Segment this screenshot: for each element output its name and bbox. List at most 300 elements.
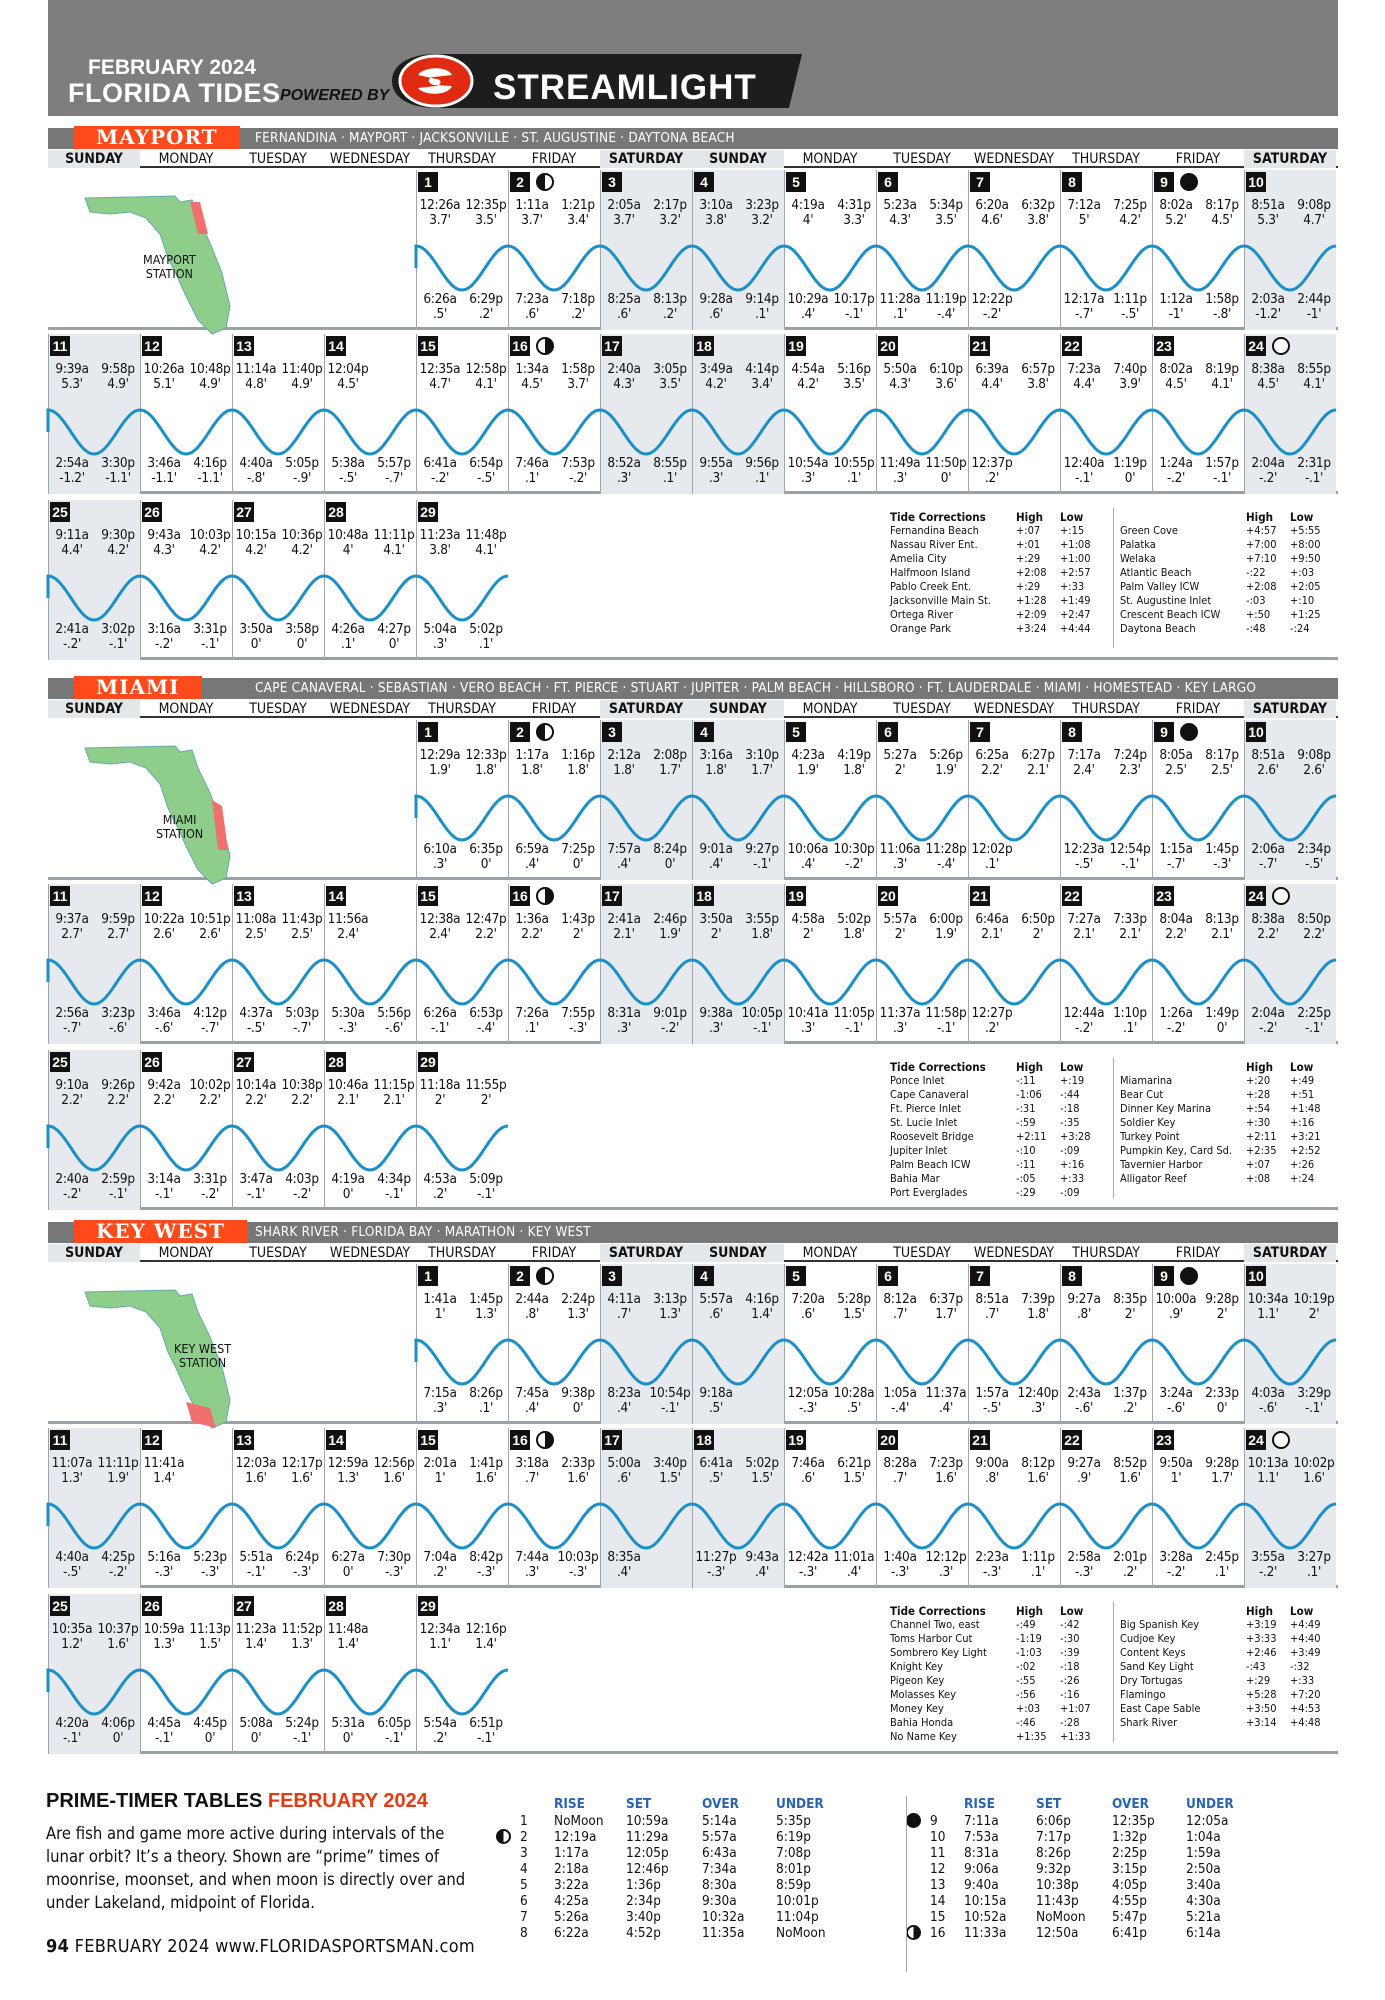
low-tide-height: .4'	[754, 1564, 770, 1580]
corrections-row	[890, 1130, 1104, 1144]
low-tide-time: 3:50a	[239, 621, 273, 637]
day-number: 20	[878, 1430, 898, 1450]
high-tide	[1107, 362, 1153, 392]
prime-cell: 10:59a	[626, 1813, 669, 1829]
corrections-cell: Alligator Reef	[1120, 1172, 1187, 1185]
high-tide-time: 7:39p	[1021, 1291, 1055, 1307]
corrections-cell: -:39	[1060, 1646, 1080, 1659]
high-tide	[1153, 1292, 1199, 1322]
low-tide-time: 1:11p	[1113, 291, 1147, 307]
corrections-row	[1120, 1632, 1334, 1646]
weekday-label: WEDNESDAY	[329, 151, 411, 167]
high-tide	[187, 1622, 233, 1652]
corrections-cell	[1120, 1604, 1246, 1618]
low-tide-time: 2:40a	[55, 1171, 89, 1187]
high-tide-time: 11:23a	[419, 527, 461, 543]
high-tide-time: 10:37p	[97, 1621, 139, 1637]
prime-cell: 7:17p	[1036, 1829, 1071, 1845]
high-tide-height: 3.7'	[613, 212, 635, 228]
high-tide	[279, 1456, 325, 1486]
corrections-cell: Roosevelt Bridge	[890, 1130, 974, 1143]
day-number: 12	[142, 886, 162, 906]
high-tide-time: 9:28p	[1205, 1291, 1239, 1307]
low-tide-time: 6:26a	[423, 291, 457, 307]
high-tide-time: 3:10p	[745, 747, 779, 763]
low-tide-height: -1.1'	[197, 470, 223, 486]
low-tide-time: 4:40a	[55, 1549, 89, 1565]
prime-cell: 16	[930, 1925, 946, 1941]
high-tide-time: 10:48p	[189, 361, 231, 377]
high-tide-time: 7:12a	[1067, 197, 1101, 213]
day-number: 1	[418, 1266, 438, 1286]
corrections-cell: Port Everglades	[890, 1186, 968, 1199]
prime-cell: 2:25p	[1112, 1845, 1147, 1861]
low-tide-time: 4:12p	[193, 1005, 227, 1021]
day-number: 25	[50, 502, 70, 522]
corrections-row	[890, 1088, 1104, 1102]
low-tide-time: 2:56a	[55, 1005, 89, 1021]
low-tide-time: 3:29p	[1297, 1385, 1331, 1401]
high-tide-height: 5.3'	[61, 376, 83, 392]
low-tide-time: 1:26a	[1159, 1005, 1193, 1021]
high-tide-time: 10:59a	[143, 1621, 185, 1637]
day-number: 27	[234, 1052, 254, 1072]
high-tide-time: 5:26p	[929, 747, 963, 763]
corrections-cell: -:16	[1060, 1688, 1080, 1701]
low-tide-height: -.5'	[476, 470, 496, 486]
weekday-label: WEDNESDAY	[973, 1245, 1055, 1261]
prime-cell: 5:26a	[554, 1909, 589, 1925]
day-number: 10	[1246, 172, 1266, 192]
high-tide-height: .5'	[708, 1470, 724, 1486]
high-tide-time: 4:58a	[791, 911, 825, 927]
high-tide-time: 2:33p	[561, 1455, 595, 1471]
calendar-week-row	[48, 884, 1338, 1044]
corrections-cell: -:09	[1060, 1144, 1080, 1157]
day-number: 29	[418, 1596, 438, 1616]
header-month: FEBRUARY 2024	[88, 56, 257, 79]
day-number: 4	[694, 172, 714, 192]
high-tide-time: 5:23a	[883, 197, 917, 213]
prime-cell: 6:14a	[1186, 1925, 1221, 1941]
prime-cell: 12:46p	[626, 1861, 669, 1877]
high-tide	[693, 1292, 739, 1322]
low-tide-height: -.1'	[384, 1730, 404, 1746]
section-places: SHARK RIVER · FLORIDA BAY · MARATHON · KEY WEST	[255, 1224, 591, 1240]
corrections-cell: +1:00	[1060, 552, 1091, 565]
high-tide-height: 2.1'	[337, 1092, 359, 1108]
high-tide-time: 1:58p	[561, 361, 595, 377]
low-tide-height: -.1'	[384, 1186, 404, 1202]
low-tide-time: 12:37p	[971, 455, 1013, 471]
corrections-cell: +4:40	[1290, 1632, 1321, 1645]
high-tide-time: 5:00a	[607, 1455, 641, 1471]
corrections-cell: +:50	[1246, 608, 1271, 621]
corrections-cell: +:03	[1016, 1702, 1041, 1715]
low-tide-height: -.1'	[752, 856, 772, 872]
corrections-cell: Tide Corrections	[890, 1060, 986, 1074]
low-tide-time: 6:10a	[423, 841, 457, 857]
corrections-cell: +3:19	[1246, 1618, 1277, 1631]
low-tide-time: 11:27p	[695, 1549, 737, 1565]
high-tide	[463, 1078, 509, 1108]
high-tide	[371, 528, 417, 558]
day-number: 18	[694, 1430, 714, 1450]
prime-cell: 4:55p	[1112, 1893, 1147, 1909]
high-tide	[1291, 1456, 1337, 1486]
high-tide-height: 3.4'	[567, 212, 589, 228]
day-number: 29	[418, 1052, 438, 1072]
high-tide	[1199, 198, 1245, 228]
low-tide-height: -.2'	[1166, 470, 1186, 486]
moon-phase-fq-icon	[536, 337, 554, 355]
high-tide-height: 2'	[1308, 1306, 1320, 1322]
corrections-cell: +1:35	[1016, 1730, 1047, 1743]
high-tide-time: 8:17p	[1205, 197, 1239, 213]
low-tide-time: 2:23a	[975, 1549, 1009, 1565]
prime-cell: 7:34a	[702, 1861, 737, 1877]
high-tide	[555, 748, 601, 778]
high-tide-time: 3:49a	[699, 361, 733, 377]
high-tide	[601, 198, 647, 228]
low-tide-time: 7:46a	[515, 455, 549, 471]
high-tide-time: 1:41p	[469, 1455, 503, 1471]
low-tide-height: -.5'	[1120, 306, 1140, 322]
prime-cell: 9:40a	[964, 1877, 999, 1893]
low-tide-time: 3:58p	[285, 621, 319, 637]
corrections-row	[890, 1618, 1104, 1632]
low-tide-height: 0'	[250, 1730, 262, 1746]
day-number: 19	[786, 336, 806, 356]
low-tide-height: .5'	[846, 1400, 862, 1416]
high-tide-time: 10:46a	[327, 1077, 369, 1093]
calendar-week-row	[48, 1428, 1338, 1588]
weekday-header	[48, 150, 1338, 168]
low-tide-time: 10:03p	[557, 1549, 599, 1565]
low-tide-time: 3:27p	[1297, 1549, 1331, 1565]
prime-col-header: UNDER	[776, 1796, 824, 1812]
low-tide-time: 12:42a	[787, 1549, 829, 1565]
high-tide	[785, 198, 831, 228]
high-tide-time: 8:05a	[1159, 747, 1193, 763]
high-tide	[509, 912, 555, 942]
corrections-cell: Cudjoe Key	[1120, 1632, 1176, 1645]
high-tide-height: 2.6'	[1303, 762, 1325, 778]
high-tide	[601, 748, 647, 778]
high-tide-height: 2.5'	[1211, 762, 1233, 778]
corrections-cell: Palm Valley ICW	[1120, 580, 1200, 593]
high-tide-time: 8:12a	[883, 1291, 917, 1307]
low-tide-time: 10:41a	[787, 1005, 829, 1021]
corrections-cell: Crescent Beach ICW	[1120, 608, 1221, 621]
corrections-cell: +:33	[1290, 1674, 1315, 1687]
corrections-cell: +4:49	[1290, 1618, 1321, 1631]
corrections-row	[1120, 1130, 1334, 1144]
high-tide	[785, 748, 831, 778]
high-tide-time: 10:38p	[281, 1077, 323, 1093]
prime-cell: 12:05p	[626, 1845, 669, 1861]
high-tide-height: 1.7'	[1211, 1470, 1233, 1486]
day-number: 25	[50, 1596, 70, 1616]
high-tide	[417, 912, 463, 942]
high-tide-height: .8'	[1076, 1306, 1092, 1322]
high-tide-time: 7:40p	[1113, 361, 1147, 377]
prime-cell: 8:26p	[1036, 1845, 1071, 1861]
high-tide-height: 1.8'	[751, 926, 773, 942]
corrections-cell: +2:46	[1246, 1646, 1277, 1659]
low-tide-height: -1.2'	[59, 470, 85, 486]
prime-cell: 11:43p	[1036, 1893, 1079, 1909]
high-tide	[877, 1456, 923, 1486]
weekday-label: FRIDAY	[1175, 1245, 1221, 1261]
prime-cell: 4:30a	[1186, 1893, 1221, 1909]
day-number: 6	[878, 1266, 898, 1286]
high-tide	[969, 748, 1015, 778]
high-tide-height: 3.2'	[659, 212, 681, 228]
high-tide-height: 3.8'	[429, 542, 451, 558]
high-tide-height: 4.3'	[613, 376, 635, 392]
prime-cell: 3:40a	[1186, 1877, 1221, 1893]
section-bar	[48, 1219, 1338, 1243]
corrections-cell: +:08	[1246, 1172, 1271, 1185]
corrections-cell: +2:35	[1246, 1144, 1277, 1157]
high-tide	[187, 1078, 233, 1108]
low-tide-height: -.1'	[1074, 470, 1094, 486]
high-tide-height: 1.6'	[291, 1470, 313, 1486]
low-tide-time: 8:26p	[469, 1385, 503, 1401]
low-tide-height: .1'	[478, 1400, 494, 1416]
high-tide	[371, 1456, 417, 1486]
high-tide	[509, 748, 555, 778]
low-tide-height: 0'	[572, 1400, 584, 1416]
corrections-cell: -:22	[1246, 566, 1266, 579]
high-tide-height: 3.5'	[843, 376, 865, 392]
tide-corrections-table	[1120, 1060, 1334, 1186]
high-tide-height: 2.5'	[291, 926, 313, 942]
high-tide-height: 2.1'	[1027, 762, 1049, 778]
low-tide-height: -.1'	[246, 1186, 266, 1202]
day-number: 28	[326, 502, 346, 522]
high-tide-height: 2.5'	[245, 926, 267, 942]
low-tide-height: -.3'	[706, 1564, 726, 1580]
corrections-cell: +5:55	[1290, 524, 1321, 537]
station-label	[156, 813, 203, 841]
low-tide-time: 7:45a	[515, 1385, 549, 1401]
low-tide-time: 10:54a	[787, 455, 829, 471]
low-tide-time: 7:15a	[423, 1385, 457, 1401]
corrections-cell: Sand Key Light	[1120, 1660, 1194, 1673]
low-tide-time: 10:54p	[649, 1385, 691, 1401]
high-tide-time: 3:50a	[699, 911, 733, 927]
high-tide-time: 4:16p	[745, 1291, 779, 1307]
high-tide-time: 5:27a	[883, 747, 917, 763]
corrections-cell: +4:53	[1290, 1702, 1321, 1715]
corrections-cell: No Name Key	[890, 1730, 957, 1743]
low-tide-time: 10:29a	[787, 291, 829, 307]
low-tide-time: 3:46a	[147, 455, 181, 471]
low-tide-time: 11:19p	[925, 291, 967, 307]
prime-cell: 7:53a	[964, 1829, 999, 1845]
prime-cell: 1:17a	[554, 1845, 589, 1861]
high-tide-height: 4.2'	[199, 542, 221, 558]
high-tide-time: 10:34a	[1247, 1291, 1289, 1307]
high-tide-time: 8:55p	[1297, 361, 1331, 377]
high-tide	[1107, 1292, 1153, 1322]
day-number: 21	[970, 336, 990, 356]
low-tide-height: .6'	[708, 306, 724, 322]
high-tide	[739, 362, 785, 392]
moon-phase-new-icon	[1272, 1431, 1290, 1449]
low-tide-height: -.1'	[154, 1730, 174, 1746]
corrections-cell: Dinner Key Marina	[1120, 1102, 1212, 1115]
low-tide-height: -.6'	[108, 1020, 128, 1036]
high-tide-height: 4.4'	[61, 542, 83, 558]
weekday-label: TUESDAY	[249, 151, 307, 167]
prime-cell: 6:19p	[776, 1829, 811, 1845]
corrections-cell: -:28	[1060, 1716, 1080, 1729]
high-tide-time: 2:17p	[653, 197, 687, 213]
day-number: 26	[142, 502, 162, 522]
low-tide-time: 5:04a	[423, 621, 457, 637]
corrections-cell: -:11	[1016, 1158, 1036, 1171]
prime-cell: 13	[930, 1877, 946, 1893]
high-tide	[463, 362, 509, 392]
high-tide	[647, 198, 693, 228]
high-tide-height: 2'	[480, 1092, 492, 1108]
high-tide	[969, 912, 1015, 942]
corrections-cell: +5:28	[1246, 1688, 1277, 1701]
corrections-cell: Toms Harbor Cut	[890, 1632, 973, 1645]
high-tide-height: 1.6'	[1027, 1470, 1049, 1486]
low-tide-height: .3'	[708, 470, 724, 486]
high-tide-time: 7:24p	[1113, 747, 1147, 763]
high-tide-height: 1.4'	[337, 1636, 359, 1652]
high-tide-time: 10:51p	[189, 911, 231, 927]
low-tide-height: .3'	[800, 470, 816, 486]
low-tide-height: -.2'	[1258, 470, 1278, 486]
low-tide-height: 0'	[1124, 470, 1136, 486]
corrections-cell: Daytona Beach	[1120, 622, 1196, 635]
day-number: 8	[1062, 1266, 1082, 1286]
high-tide-time: 11:41a	[143, 1455, 185, 1471]
high-tide-height: 2'	[572, 926, 584, 942]
corrections-cell: -:44	[1060, 1088, 1080, 1101]
low-tide-time: 11:37a	[879, 1005, 921, 1021]
high-tide	[1061, 748, 1107, 778]
corrections-cell: -:35	[1060, 1116, 1080, 1129]
corrections-cell: +:16	[1060, 1158, 1085, 1171]
corrections-cell: High	[1246, 1604, 1273, 1618]
high-tide-time: 6:57p	[1021, 361, 1055, 377]
low-tide-height: .4'	[800, 306, 816, 322]
high-tide	[417, 1292, 463, 1322]
weekday-label: THURSDAY	[1072, 151, 1140, 167]
low-tide-height: -.2'	[1166, 1020, 1186, 1036]
high-tide	[1015, 198, 1061, 228]
corrections-cell: High	[1246, 1060, 1273, 1074]
day-number: 2	[510, 1266, 530, 1286]
high-tide	[1245, 912, 1291, 942]
low-tide-height: -.3'	[200, 1564, 220, 1580]
high-tide	[1245, 1456, 1291, 1486]
high-tide	[233, 1456, 279, 1486]
high-tide-height: 1.1'	[1257, 1306, 1279, 1322]
low-tide-time: 3:23p	[101, 1005, 135, 1021]
prime-timer-month: FEBRUARY 2024	[267, 1790, 428, 1812]
low-tide-time: 6:53p	[469, 1005, 503, 1021]
low-tide-time: 9:43a	[745, 1549, 779, 1565]
prime-cell: 2:18a	[554, 1861, 589, 1877]
corrections-cell: Pigeon Key	[890, 1674, 945, 1687]
low-tide-time: 3:47a	[239, 1171, 273, 1187]
day-number: 9	[1154, 172, 1174, 192]
tide-wave-line	[48, 960, 1336, 1004]
high-tide-time: 6:32p	[1021, 197, 1055, 213]
weekday-label: MONDAY	[802, 151, 858, 167]
low-tide-height: -.3'	[292, 1564, 312, 1580]
high-tide-height: 2'	[1216, 1306, 1228, 1322]
high-tide	[739, 912, 785, 942]
high-tide-time: 1:16p	[561, 747, 595, 763]
low-tide-height: .5'	[432, 306, 448, 322]
low-tide-time: 12:05a	[787, 1385, 829, 1401]
low-tide-time: 6:24p	[285, 1549, 319, 1565]
corrections-cell: +7:10	[1246, 552, 1277, 565]
high-tide	[49, 1456, 95, 1486]
weekday-label: MONDAY	[158, 151, 214, 167]
day-number: 16	[510, 886, 530, 906]
high-tide-time: 2:08p	[653, 747, 687, 763]
high-tide-time: 12:35p	[465, 197, 507, 213]
high-tide-height: 2'	[434, 1092, 446, 1108]
high-tide-height: .9'	[1076, 1470, 1092, 1486]
corrections-divider	[1113, 1602, 1114, 1742]
high-tide	[1245, 1292, 1291, 1322]
prime-cell: 3:15p	[1112, 1861, 1147, 1877]
high-tide-time: 3:13p	[653, 1291, 687, 1307]
low-tide-height: -.1'	[1212, 470, 1232, 486]
high-tide-height: 1.7'	[751, 762, 773, 778]
prime-cell: 4:05p	[1112, 1877, 1147, 1893]
corrections-cell: Tide Corrections	[890, 510, 986, 524]
high-tide-time: 10:22a	[143, 911, 185, 927]
high-tide	[969, 1292, 1015, 1322]
low-tide-height: -.1'	[1304, 1020, 1324, 1036]
low-tide-height: -.1'	[1304, 470, 1324, 486]
low-tide-time: 12:17a	[1063, 291, 1105, 307]
corrections-cell: -:24	[1290, 622, 1310, 635]
high-tide	[417, 1078, 463, 1108]
calendar-week-row	[48, 170, 1338, 330]
section-places: FERNANDINA · MAYPORT · JACKSONVILLE · ST. AUGUSTINE · DAYTONA BEACH	[255, 130, 735, 146]
high-tide-height: 1.8'	[613, 762, 635, 778]
high-tide-height: 5.3'	[1257, 212, 1279, 228]
prime-cell: 3:22a	[554, 1877, 589, 1893]
low-tide-time: 6:27a	[331, 1549, 365, 1565]
low-tide-height: -.7'	[62, 1020, 82, 1036]
high-tide	[509, 198, 555, 228]
corrections-cell: +:07	[1016, 524, 1041, 537]
corrections-cell: +4:44	[1060, 622, 1091, 635]
high-tide-time: 9:50a	[1159, 1455, 1193, 1471]
low-tide-height: .1'	[892, 306, 908, 322]
corrections-cell: -:11	[1016, 1074, 1036, 1087]
low-tide-height: 0'	[572, 856, 584, 872]
low-tide-height: -.2'	[154, 636, 174, 652]
corrections-cell: -:55	[1016, 1674, 1036, 1687]
high-tide-time: 4:19a	[791, 197, 825, 213]
low-tide-time: 10:05p	[741, 1005, 783, 1021]
